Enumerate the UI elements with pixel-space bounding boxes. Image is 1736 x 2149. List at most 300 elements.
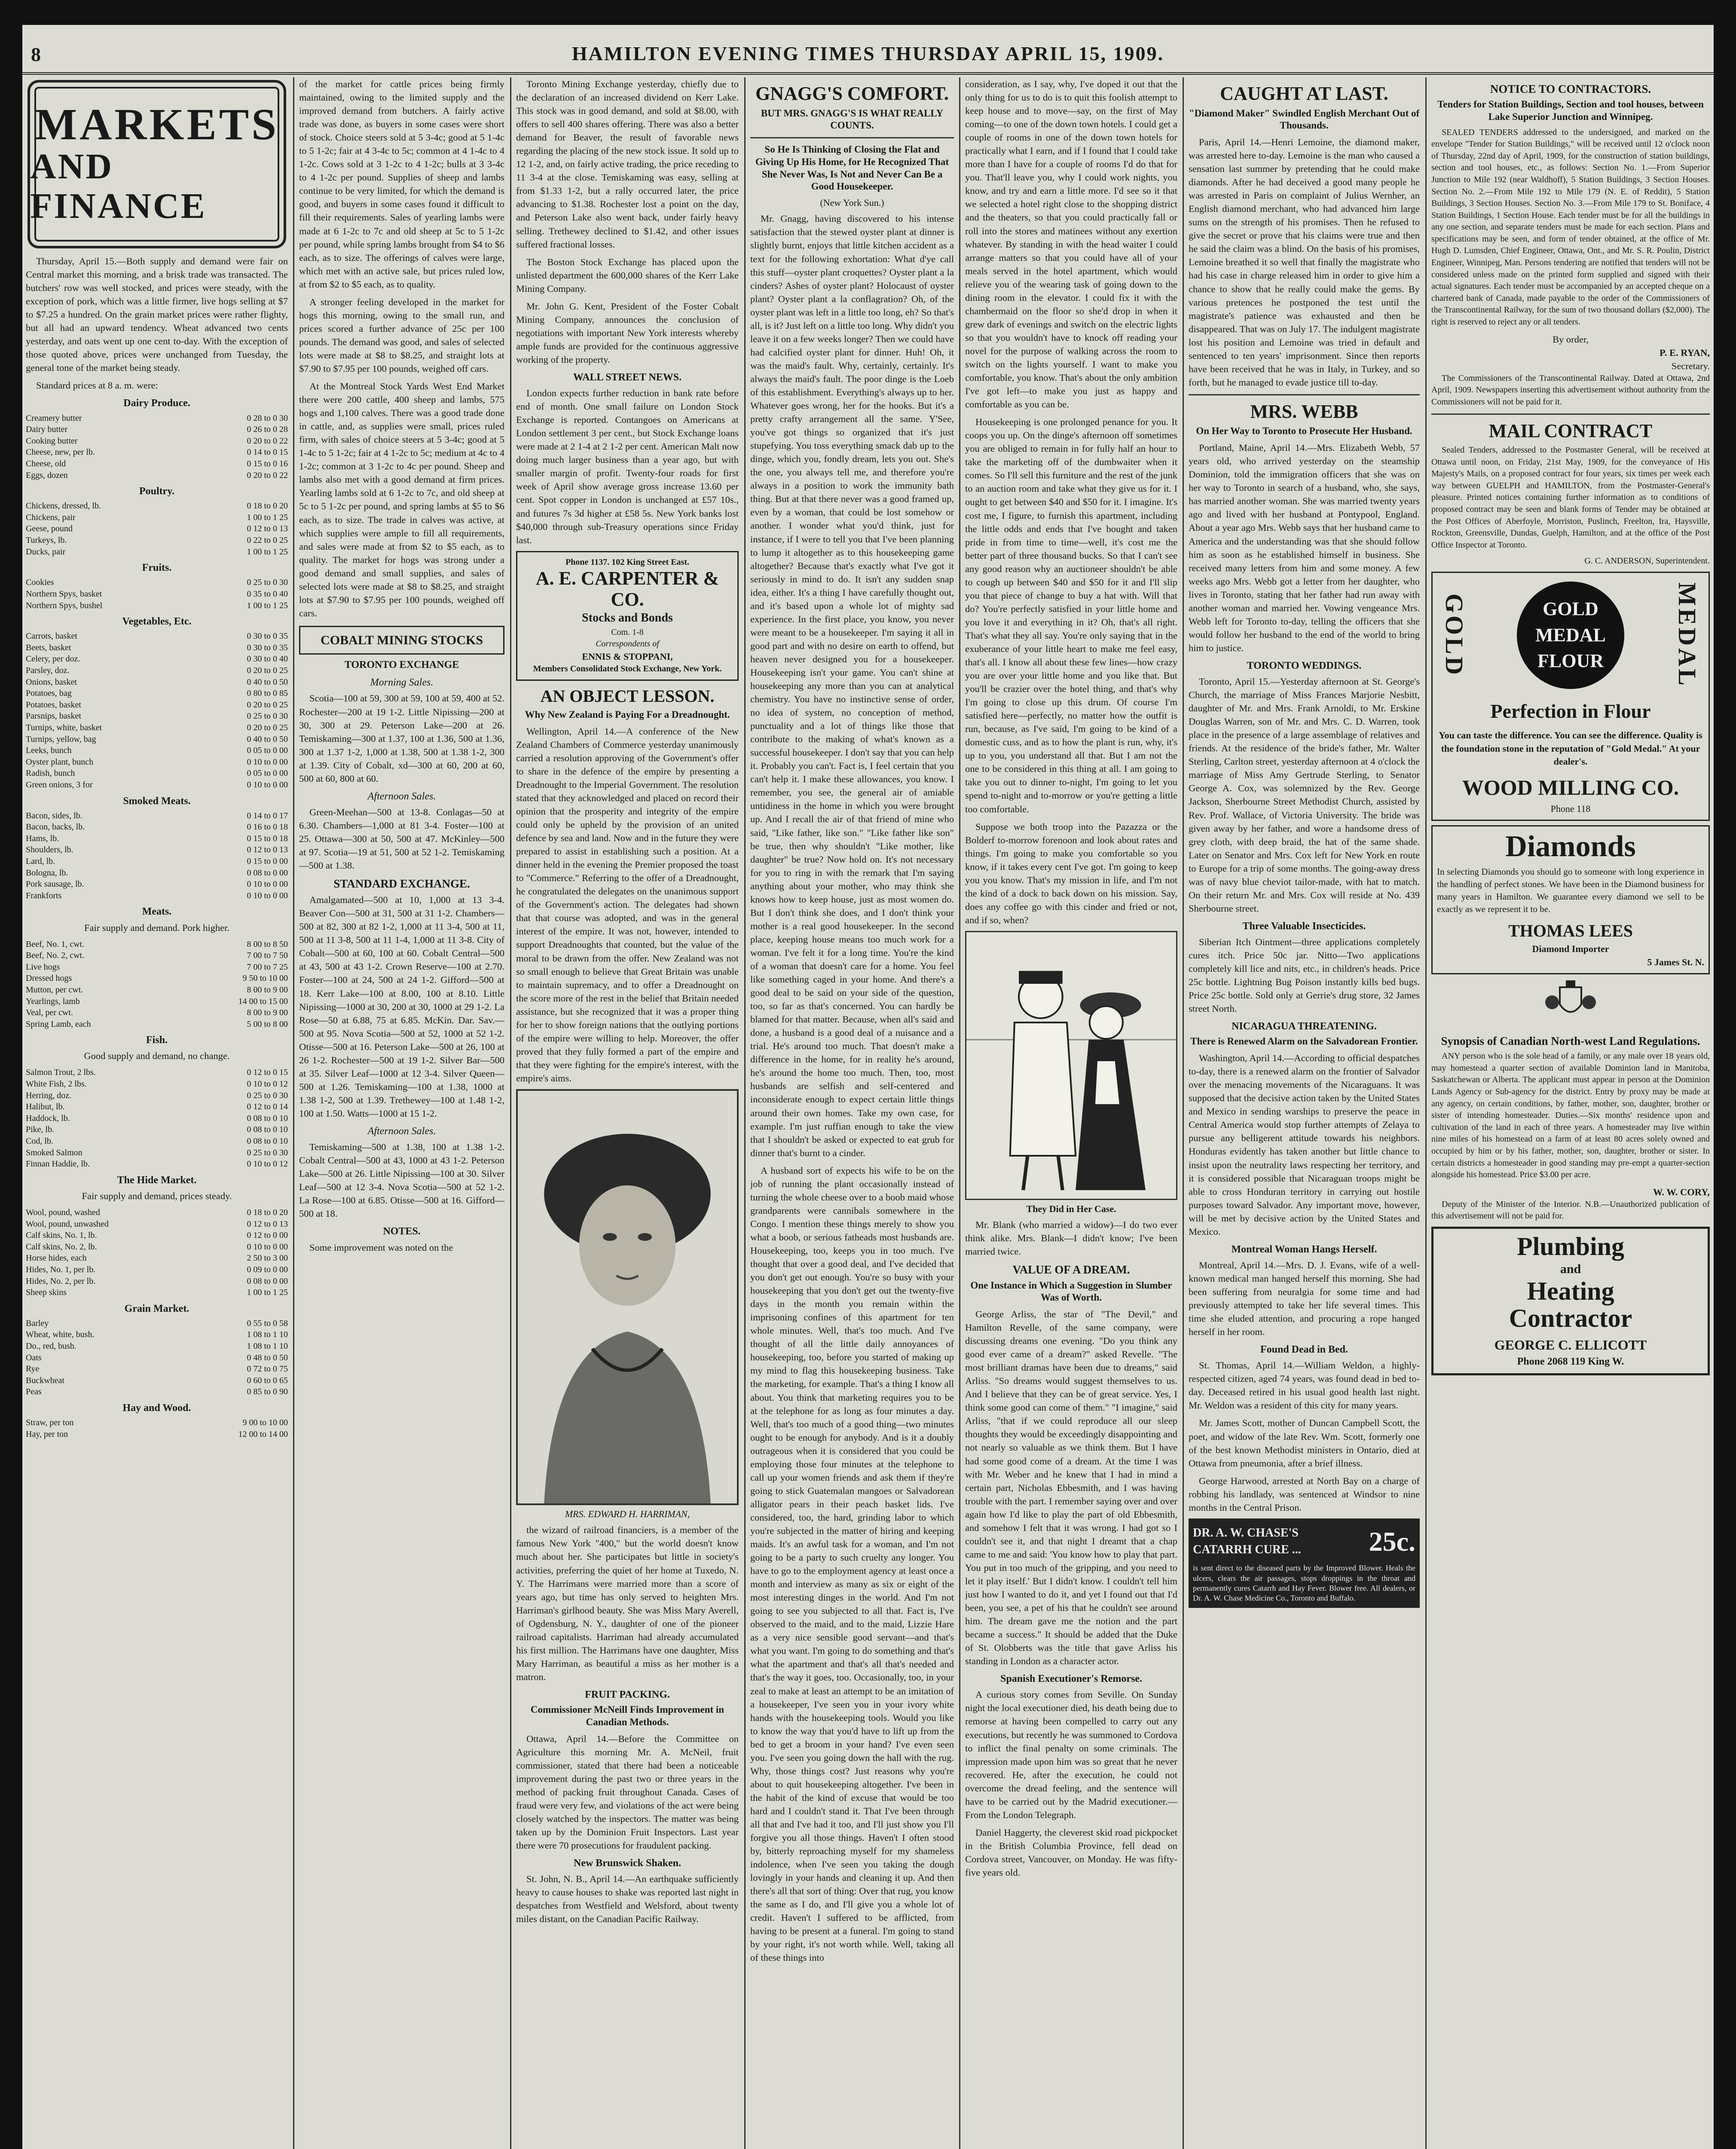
price-item: Turnips, yellow, bag [26,734,96,744]
price-value: 7 00 to 7 50 [247,951,288,961]
price-item: Peas [26,1387,42,1397]
fish-table [26,1067,288,1169]
price-item: Dairy butter [26,425,68,435]
price-item: Potatoes, bag [26,689,72,698]
price-row [26,546,288,558]
meats-note: Fair supply and demand. Pork higher. [84,922,230,933]
carpenter-ennis: ENNIS & STOPPANI, [582,651,673,662]
price-item: Onions, basket [26,677,77,687]
plumbing-line2: and [1560,1262,1581,1277]
insecticides-text: Siberian Itch Ointment—three applications completely cures itch. Price 50c jar. Nitto—Two applications completely kill lice and nits, etc., in children's heads. Price 25c bottle. Lightning Bug Poison instantly kills bed bugs. Price 25c bottle. Sold only at Gerrie's drug store, 32 James street North. [1189,936,1420,1014]
price-item: Rye [26,1364,40,1374]
carpenter-name: A. E. CARPENTER & CO. [535,568,719,610]
price-item: Live hogs [26,962,60,972]
contractors-secretary: Secretary. [1671,360,1710,371]
price-row [26,779,288,791]
mrs-webb-text: Portland, Maine, April 14.—Mrs. Elizabeth Webb, 57 years old, who arrived yesterday on the steamship Dominion, told the immigration officers that she was on her way to Toronto in search of a husband, who, she says, has married another woman. She was married twenty years ago and lived with her husband at Pontypool, England. About a year ago Mrs. Webb says that her husband came to America and the understanding was that she should follow him as soon as he established himself in business. She received many letters from him and some money. A few weeks ago Mrs. Webb got a letter from her daughter, who lives in Toronto, stating that her father had run away with another woman and married her. Vowing vengeance Mrs. Webb left for Toronto to-day, telling the officers that she would follow her husband to the end of the world to bring him to justice. [1189,442,1420,653]
cobalt-stocks-heading: COBALT MINING STOCKS [299,626,504,655]
price-item: Northern Spys, bushel [26,600,103,610]
newspaper-page [22,25,1714,2149]
flour-text: You can taste the difference. You can see the difference. Quality is the foundation stone in the reputation of "Gold Medal." At your dealer's. [1439,730,1702,767]
price-row [26,470,288,481]
diamonds-text: In selecting Diamonds you should go to someone with long experience in the handling of perfect stones. We have been in the Diamond business for many years in Hamilton. We guarantee every diamond we sell to be exactly as we represent it to be. [1437,866,1704,915]
price-item: Pork sausage, lb. [26,879,84,889]
column-rule [1183,77,1184,2149]
price-value: 0 25 to 0 30 [247,711,288,721]
price-item: Lard, lb. [26,857,55,866]
price-item: Geese, pound [26,524,73,534]
gold-medal-seal [1517,582,1624,689]
wall-street-text: London expects further reduction in bank rate before end of month. One small failure on London Stock Exchange is reported. Contangoes on Americans at London settlement 3 per cent., but Stock Exchange loans were made at 2 1-4 at 2 1-2 per cent. American Malt now doing much larger business than a year ago, but with smaller margin of profit. Twenty-four roads for first week of April show average gross increase 13.60 per cent. Spot copper in London is unchanged at £57 10s., and futures 7s 3d higher at £58 5s. New York banks lost $40,000 through sub-Treasury operations since Friday last. [516,388,739,545]
price-row [26,424,288,435]
contractors-byorder: By order, [1552,334,1589,345]
price-item: Celery, per doz. [26,654,80,664]
price-value: 0 18 to 0 20 [247,501,288,511]
price-item: Sheep skins [26,1288,67,1298]
price-item: Cooking butter [26,436,78,446]
vegetables-table [26,631,288,790]
portrait-caption: MRS. EDWARD H. HARRIMAN, [565,1509,690,1519]
spanish-executioner-heading: Spanish Executioner's Remorse. [1000,1673,1142,1685]
price-item: Herring, doz. [26,1090,72,1100]
price-value: 0 20 to 0 25 [247,700,288,710]
price-row [26,768,288,779]
fruit-packing-text: Ottawa, April 14.—Before the Committee on Agriculture this morning Mr. A. McNeil, fruit commissioner, stated that there had been a noticeable improvement during the past two or three years in the method of packing fruit throughout Canada. Cases of fraud were very few, and violations of the act were being closely watched by the inspectors. The matter was being taken up by the Dominion Fruit Inspectors. Last year there were 70 prosecutions for fraudulent packing. [516,1733,739,1851]
price-row [26,833,288,845]
homestead-text: ANY person who is the sole head of a family, or any male over 18 years old, may homestead a quarter section of available Dominion land in Manitoba, Saskatchewan or Alberta. The applicant must appear in person at the Dominion Lands Agency or Sub-agency for the district. Entry by proxy may be made at any agency, on certain conditions, by father, mother, son, daughter, brother or sister of intending homesteader. Duties.—Six months' residence upon and cultivation of the land in each of three years. A homesteader may live within nine miles of his homestead on a farm of at least 80 acres solely owned and occupied by him or by his father, mother, son, daughter, brother or sister. In certain districts a homesteader in good standing may pre-empt a quarter-section alongside his homestead. Price $3.00 per acre. [1431,1051,1710,1180]
price-item: Calf skins, No. 1, lb. [26,1231,97,1240]
cartoon-illustration [966,932,1176,1199]
price-row [26,844,288,856]
markets-intro: Thursday, April 15.—Both supply and demand were fair on Central market this morning, and a brisk trade was transacted. The butchers' row was well stocked, and prices were steady, with the exception of pork, which was a little firmer, live hogs selling at $7 to $7.25 a hundred. On the grain market prices were rather flighty, but all had an upward tendency. Wheat advanced two cents yesterday, and oats went up one cent to-day. With the exception of those quoted above, prices were unchanged from Tuesday, the general tone of the market being steady. [26,256,288,373]
lees-sub: Diamond Importer [1532,943,1609,955]
hay-table [26,1417,288,1440]
chase-line1: DR. A. W. CHASE'S [1193,1526,1299,1540]
carpenter-members: Members Consolidated Stock Exchange, New York. [533,664,722,674]
price-value: 0 12 to 0 15 [247,1068,288,1078]
morning-sales-heading: Morning Sales. [370,677,434,689]
dream-headline: VALUE OF A DREAM. [1012,1263,1130,1277]
price-value: 5 00 to 8 00 [247,1019,288,1029]
column-rule [293,77,294,2149]
price-value: 0 08 to 0 00 [247,868,288,878]
mail-contract-text: Sealed Tenders, addressed to the Postmaster General, will be received at Ottawa until noon, on Friday, 21st May, 1909, for the conveyance of His Majesty's Mails, on a proposed contract for four years, six times per week each way between GUELPH and HAMILTON, from the Postmaster-General's pleasure. Printed notices containing further information as to conditions of proposed contract may be seen and blank forms of Tender may be obtained at the Post Offices of Aberfoyle, Morriston, Puslinch, Freelton, Ira, Haysville, Rockton, Greensville, Dundas, Guelph, Hamilton, and at the office of the Post Office Inspector at Toronto. [1431,445,1710,550]
price-value: 0 28 to 0 30 [247,413,288,423]
price-row [26,1276,288,1287]
price-item: Green onions, 3 for [26,780,93,790]
price-value: 1 00 to 1 25 [247,547,288,557]
price-row [26,734,288,745]
price-row [26,677,288,688]
harwood-text: George Harwood, arrested at North Bay on a charge of robbing his landlady, was sentenced at Windsor to nine months in the Central Prison. [1189,1475,1420,1513]
price-item: Buckwheat [26,1375,64,1385]
foster-cobalt-report: Mr. John G. Kent, President of the Foster Cobalt Mining Company, announces the conclusion of negotiations with important New York interests whereby ample funds are provided for the continuous aggressive working of the property. [516,300,739,365]
price-value: 9 00 to 10 00 [242,1418,288,1428]
toronto-weddings-text: Toronto, April 15.—Yesterday afternoon at St. George's Church, the marriage of Miss Frances Marjorie Nesbitt, daughter of Mr. and Mrs. Frank Arnoldi, to Mr. Erskine Douglas Warren, son of Mr. and Mrs. C. D. Warren, took place in the presence of a large assemblage of relatives and friends. At the residence of the bride's father, Mr. Walter Sterling, Carlton street, yesterday afternoon at 4 o'clock the marriage of Miss Amy Gertrude Sterling, to Senator George A. Cox, was solemnized by the Rev. George Jackson, Sherbourne Street Methodist Church, assisted by Rev. Prof. Wallace, of Victoria University. The bride was given away by her father, and wore a handsome dress of grey cloth, with deep braid, the hat of the same shade. Later on Senator and Mrs. Cox left for New York en route to Europe for a trip of some months. The going-away dress was of navy blue cheviot tailor-made, with hat to match. On their return Mr. and Mrs. Cox will reside at No. 439 Sherbourne street. [1189,676,1420,914]
price-item: Chickens, pair [26,512,76,522]
mail-contract-signature: G. C. ANDERSON, Superintendent. [1584,556,1710,566]
medal-word: MEDAL [1673,582,1701,688]
price-item: Carrots, basket [26,631,77,641]
price-row [26,500,288,512]
price-item: Dressed hogs [26,973,72,983]
gnaggs-dek: BUT MRS. GNAGG'S IS WHAT REALLY COUNTS. [761,107,944,131]
price-row [26,1019,288,1030]
gnaggs-headline: GNAGG'S COMFORT. [755,83,949,104]
lees-name: THOMAS LEES [1508,921,1633,941]
price-row [26,745,288,756]
price-row [26,984,288,996]
price-row [26,535,288,546]
cattle-and-stocks-column [299,77,504,2149]
price-row [26,961,288,973]
price-row [26,665,288,677]
price-value: 0 10 to 0 12 [247,1079,288,1089]
price-value: 0 85 to 0 90 [247,1387,288,1397]
price-row [26,722,288,734]
price-item: Ducks, pair [26,547,66,557]
fruits-table [26,577,288,611]
price-row [26,867,288,879]
hog-market-text: A stronger feeling developed in the market for hogs this morning, owing to the small run, and prices scored a further advance of 25c per 100 pounds. The demand was good, and sales of selected lots were made at $8 to $8.25, and straight lots at $7.90 to $7.95 per 100 pounds, weighed off cars. [299,296,504,374]
column-rule [510,77,511,2149]
price-row [26,688,288,699]
price-value: 0 40 to 0 50 [247,734,288,744]
price-item: Yearlings, lamb [26,996,80,1006]
contractors-signature: P. E. RYAN, [1660,347,1710,358]
toronto-afternoon-sales: Green-Meehan—500 at 13-8. Conlagas—50 at 6.30. Chambers—1,000 at 81 3-4. Foster—100 at 25. Ottawa—300 at 50, 500 at 47. McKinley—500 at 97. Scotia—19 at 51, 500 at 52 1-2. Temiskaming—500 at 1.38. [299,806,504,871]
fish-heading: Fish. [146,1035,168,1046]
price-item: Oats [26,1353,42,1362]
diamonds-ad [1431,825,1710,974]
price-row [26,939,288,950]
standard-afternoon-heading: Afternoon Sales. [367,1126,436,1137]
price-value: 0 12 to 0 13 [247,845,288,855]
price-item: Cheese, new, per lb. [26,447,95,457]
poultry-table [26,500,288,557]
notes-heading: NOTES. [383,1226,421,1237]
gnaggs-continued-text3: Suppose we both troop into the Pazazza or the Bolderf to-morrow forenoon and look about rates and things. I'm going to make you comfortable so you know, if it takes every cent I've got. I'm going to keep you you know. That's my mission in life, and I'm not the kind of a dock to back down on his mission. Say, does any coffee go with this cinder and fried or not, and if so, when? [965,821,1177,925]
price-row [26,1375,288,1387]
toronto-exchange-heading: TORONTO EXCHANGE [344,659,459,671]
price-value: 0 15 to 0 00 [247,857,288,866]
price-item: Hides, No. 1, per lb. [26,1264,96,1274]
caught-at-last-dek: "Diamond Maker" Swindled English Merchant Out of Thousands. [1189,107,1420,131]
price-value: 0 10 to 0 00 [247,780,288,790]
price-value: 0 15 to 0 18 [247,833,288,843]
price-row [26,1363,288,1375]
fish-note: Good supply and demand, no change. [84,1050,230,1062]
price-value: 0 12 to 0 14 [247,1102,288,1112]
price-row [26,1067,288,1078]
standard-afternoon-sales: Temiskaming—500 at 1.38, 100 at 1.38 1-2. Cobalt Central—500 at 43, 1000 at 43 1-2. Peterson Lake—500 at 26. Little Nipissing—100 at 30. Silver Leaf—500 at 12 3-4. Nova Scotia—500 at 52 1-2. La Rose—100 at 6.85. Otisse—500 at 16. Gifford—500 at 18. [299,1142,504,1219]
price-row [26,1318,288,1329]
price-value: 0 14 to 0 15 [247,447,288,457]
caught-at-last-headline: CAUGHT AT LAST. [1220,83,1388,104]
fruit-packing-dek: Commissioner McNeill Finds Improvement in Canadian Methods. [530,1704,724,1727]
montreal-stockyards-text: At the Montreal Stock Yards West End Market there were 200 cattle, 400 sheep and lambs, 575 hogs and 1,100 calves. There was a good trade done in cattle, and, as supplies were small, prices ruled firm, with sales of choice steers at 5 3-4c; good at 5 1-4c to 5 1-2c; fair at 4 1-2c to 5c; medium at 4c to 4 1-2c; common at 3 1-2c to 4c per pound. Sheep and lambs also met with a good demand at firm prices. Yearling lambs sold at 6 1-2c to 7c, and old sheep at 5c to 5 1-2c per pound, and spring lambs at $5 to $6 each, as to size. The trade in calves was active, at which supplies were ample to fill all requirements, and sales were made at from $2 to $5 each, as to quality. The market for hogs was strong under a good demand and small supplies, and sales of selected lots were made at $8 to $8.25, and straight lots at $7.90 to $7.95 per 100 pounds, weighed off cars. [299,381,504,618]
boston-exchange-report: The Boston Stock Exchange has placed upon the unlisted department the 600,000 shares of the Kerr Lake Mining Company. [516,256,739,294]
wood-milling-phone: Phone 118 [1550,803,1591,814]
price-value: 0 14 to 0 17 [247,811,288,820]
price-row [26,1329,288,1341]
gnaggs-continued-text: consideration, as I say, why, I've doped it out that the only thing for us to do is to quit this foolish attempt to keep house and to move—say, on the first of May coming—to one of the down town hotels. I could get a couple of rooms in one of the down town hotels for practically what I earn, and if I found that I could take more than I have for a couple of rooms I'd do that for you. That'll leave you, why I could work nights, you know, and try and earn a little more. I'd see so it that we selected a hotel right close to the shopping district and the theaters, so that you could practically fall or roll into the stores and matinees without any exertion whatever. By standing in with the head waiter I could arrange matters so that you could have all of your meals served in the hotel apartment, which would relieve you of the wearing task of going down to the dining room in the elevator. I could fix it with the chambermaid on the floor so she'd drop in when it grew dark of evenings and switch on the electric lights so that you wouldn't have to knock off reading your novel for the purpose of walking across the room to switch on the lights yourself. I want to make you comfortable, you know. That's about the only ambition I've got left—to make you just as happy and comfortable as you can be. [965,79,1177,410]
price-row [26,879,288,890]
cattle-market-text: of the market for cattle prices being firmly maintained, owing to the limited supply and the improved demand from butchers. A fairly active trade was done, as buyers in some cases were short of stock. Choice steers sold at 5 3-4c; good at 5 1-4c to 5 1-2c; fair at 4 3-4c to 5c; common at 4 1-4c to 4 1-2c. Cows sold at 3 1-2c to 4 1-2c; bulls at 3 3-4c to 4 1-2c per pound. Supplies of sheep and lambs continue to be very limited, for which the demand is good, and buyers in some cases found it difficult to fill their requirements. Sales of yearling lambs were made at 6 1-2c to 7c and old sheep at 5c to 5 1-2c per pound, while spring lambs brought from $4 to $6 each, as to size. The offerings of calves were large, which met with an active sale, but prices ruled low, at from $2 to $5 each, as to quality. [299,79,504,290]
price-value: 0 16 to 0 18 [247,822,288,832]
price-value: 0 09 to 0 00 [247,1264,288,1274]
price-value: 0 40 to 0 50 [247,677,288,687]
price-item: Salmon Trout, 2 lbs. [26,1068,96,1078]
price-row [26,1341,288,1352]
price-item: Parsnips, basket [26,711,81,721]
price-item: White Fish, 2 lbs. [26,1079,87,1089]
price-value: 8 00 to 9 00 [247,985,288,995]
price-item: Beef, No. 1, cwt. [26,939,85,949]
price-row [26,653,288,665]
hay-heading: Hay and Wood. [122,1402,191,1414]
notes-text: Some improvement was noted on the [309,1242,453,1253]
price-value: 0 55 to 0 58 [247,1318,288,1328]
found-dead-heading: Found Dead in Bed. [1260,1344,1348,1356]
price-value: 0 22 to 0 25 [247,536,288,545]
dairy-heading: Dairy Produce. [123,398,190,409]
price-item: Finnan Haddie, lb. [26,1159,90,1169]
plumbing-line1: Plumbing [1516,1232,1625,1261]
object-lesson-text: Wellington, April 14.—A conference of the New Zealand Chambers of Commerce yesterday unanimously carried a resolution approving of the Government's offer to share in the defence of the empire by presenting a Dreadnought to the Imperial Government. The resolution stated that they acknowledged and placed on record their opinion that the prosperity and integrity of the empire could only be upheld by the provision of an united defence by sea and land. Now and in the future they were prepared to assist in establishing such a position. At a dinner held in the evening the Premier proposed the toast to "Commerce." Referring to the offer of a Dreadnought, he congratulated the delegates on the unanimous support of the Government's action. The delegates had shown that that course was adopted, and was in the general interest of the empire. It was not, however, intended to support Dreadnoughts that counted, but the value of the moral to be drawn from the offer. New Zealand was not so small enough to believe that Great Britain was unable to maintain supremacy, and to offer a Dreadnought on the score more of the rest in the belief that Britain needed assistance, but she recognized that it was a proper thing for her to show foreign nations that the outlying portions of the empire were willing to help. Moreover, the offer proved that they fully formed a part of the empire and that they were fighting for the empire's interest, with the empire's aims. [516,726,739,1084]
price-value: 0 35 to 0 40 [247,589,288,599]
portrait-illustration [518,1091,737,1503]
dream-text: George Arliss, the star of "The Devil," and Hamilton Revelle, of the same company, were discussing dreams one evening. "Do you think any good ever came of a dream?" asked Revelle. "The most brilliant dramas have been due to dreams," said Arliss. "So dreams would suggest themselves to us. And I believe that they can be of great service. Yes, I think some good can come of them." "I imagine," said Arliss, "that if we could reproduce all our sleep thoughts they would be exceedingly disappointing and not nearly so valuable as we think them. But I have had some good come of a dream. At the time I was with Mr. Weber and he knew that I had in mind a certain part, Nicholas Ebbesmith, and I was having trouble with the part. I remember saying over and over again how I'd like to play the part of old Ebbesmith, and somehow I felt that it was wrong. I had got so I couldn't see it, and that night I dreamt that a chap came to me and said: 'You know how to play that part. You put in too much of the gripping, and you need to let it play itself.' But I didn't know. I couldn't tell him just how I wanted to do it, and yet I found out that I'd been, you see, a pet of his that he couldn't see around him. The dream gave me the notion and the part became a success." It should be added that the Duke of St. Olobberts was the title that gave Arliss his standing in London as a character actor. [965,1309,1177,1667]
dream-dek: One Instance in Which a Suggestion in Slumber Was of Worth. [970,1280,1172,1303]
spanish-executioner-text: A curious story comes from Seville. On Sunday night the local executioner died, his death being due to remorse at having been compelled to carry out any executions, but recently he was summoned to Cordova to inflict the final penalty on some criminals. The impression made upon him was so great that he never recovered. He, after the execution, he could not overcome the dread feeling, and the sentence will have to be carried out by the Madrid executioner.—From the London Telegraph. [965,1689,1177,1820]
gnaggs-continued-column [965,77,1177,2149]
banner-finance: AND FINANCE [30,146,207,226]
price-row [26,1230,288,1241]
flour-tagline: Perfection in Flour [1490,700,1651,722]
standard-exchange-sales: Amalgamated—500 at 10, 1,000 at 13 3-4. Beaver Con—500 at 31, 500 at 31 1-2. Chambers—500 at 82, 300 at 82 1-2, 1,000 at 11 3-4, 500 at 11, 500 at 11 3-8, 500 at 11 1-4, 1,000 at 11 3-8. City of Cobalt—500 at 60, 100 at 60. Cobalt Central—500 at 43, 500 at 43 1-2. Crown Reserve—100 at 2.70. Foster—100 at 24, 500 at 24 1-2. Gifford—500 at 18. Kerr Lake—100 at 8.00, 100 at 8.10. Little Nipissing—1000 at 30, 200 at 30, 1000 at 29 1-2. La Rose—50 at 6.88, 75 at 6.85. McKin. Dar. Sav.—500 at 95. Nova Scotia—500 at 52, 1000 at 52 1-2. Otisse—500 at 16. Peterson Lake—500 at 26, 100 at 26 1-2. Rochester—500 at 19 1-2. Silver Bar—500 at 35. Silver Leaf—1000 at 12 3-4. Silver Queen—500 at 1.26. Temiskaming—100 at 1.38, 1000 at 1.38 1-2, 500 at 1.39. Trethewey—100 at 1.48 1-2, 100 at 1.50. Watts—1000 at 15 1-2. [299,894,504,1119]
price-item: Hams, lb. [26,833,59,843]
plumbing-line4: Contractor [1509,1304,1632,1333]
price-row [26,1124,288,1136]
new-brunswick-text: St. John, N. B., April 14.—An earthquake sufficiently heavy to cause houses to shake was reported last night in despatches from Westfield and Welsford, about twenty miles distant, on the Canadian Pacific Railway. [516,1873,739,1925]
price-item: Halibut, lb. [26,1102,65,1112]
wood-milling-name: WOOD MILLING CO. [1462,775,1679,799]
new-brunswick-heading: New Brunswick Shaken. [573,1857,682,1869]
price-item: Bologna, lb. [26,868,68,878]
price-item: Radish, bunch [26,768,75,778]
price-row [26,1090,288,1102]
price-row [26,1007,288,1019]
column-rule [744,77,746,2149]
price-item: Cod, lb. [26,1136,53,1146]
price-item: Wheat, white, bush. [26,1330,95,1340]
price-item: Veal, per cwt. [26,1008,73,1018]
price-item: Creamery butter [26,413,82,423]
montreal-woman-heading: Montreal Woman Hangs Herself. [1231,1243,1377,1255]
found-dead-text: St. Thomas, April 14.—William Weldon, a highly-respected citizen, aged 74 years, was found dead in bed to-day. Deceased retired in his usual good health last night. Mr. Weldon was a resident of this city for many years. [1189,1360,1420,1411]
price-value: 0 10 to 0 00 [247,1242,288,1252]
carpenter-sub: Stocks and Bonds [582,611,673,625]
afternoon-sales-heading: Afternoon Sales. [367,790,436,802]
gnaggs-continued-text2: Housekeeping is one prolonged penance for you. It coops you up. On the dinge's afternoon off sometimes you are obliged to remain in for fully half an hour to take the marketing off of the dumbwaiter when it comes. So I'll sell this furniture and the rest of the junk to an auction room and take what they give us for it. I ought to get between $40 and $50 for it. I imagine. It's cost me, I figure, to furnish this apartment, including the little odds and ends that I've bought and taken pride in from time to time—well, it's cost me the better part of three thousand bucks. So that I can't see any good reason why an auctioneer shouldn't be able to cough up between $40 and $50 for it and I'll slip you that piece of change to buy a hat with. Will that do? You're perfectly satisfied in your little home and you love it and everything in it? Oh, that's all right. That's what they all say. You're only saying that in the exuberance of your little heart to make me feel easy, that's all. I know all about these few lines—how crazy you are over your little home and you like that. But you'll be crazier over the hotel thing, and that's why I'm going to close up this drum. Of course I'm satisfied here—perfectly, no matter how the outfit is run, because, as I've said, I'm going to be kind of a domestic cuss, and as to how the plant is run, why, it's up to you, you understand all that. But I am not the one to be considered in this thing at all. I am going to take you out to dinner to-night, I'm going to let you spend to-night and to-morrow or you're getting a little too comfortable. [965,416,1177,814]
price-value: 1 00 to 1 25 [247,600,288,610]
elliott-name: GEORGE C. ELLICOTT [1494,1337,1647,1353]
harriman-portrait [516,1089,739,1505]
price-row [26,856,288,867]
price-item: Oyster plant, bunch [26,757,94,767]
price-row [26,1101,288,1113]
price-row [26,1287,288,1298]
price-row [26,1386,288,1398]
price-row [26,447,288,458]
price-item: Mutton, per cwt. [26,985,83,995]
price-value: 1 00 to 1 25 [247,1288,288,1298]
mrs-webb-headline: MRS. WEBB [1250,401,1358,422]
carpenter-ad [516,551,739,681]
price-value: 1 08 to 1 10 [247,1330,288,1340]
hide-heading: The Hide Market. [117,1174,197,1186]
gold-word: GOLD [1440,593,1469,677]
price-value: 1 08 to 1 10 [247,1341,288,1351]
contractors-footer: The Commissioners of the Transcontinental Railway. Dated at Ottawa, 2nd April, 1909. Newspapers inserting this advertisement without authority from the Commissioners will not be paid for it. [1431,373,1710,407]
price-row [26,458,288,470]
price-value: 0 30 to 0 35 [247,643,288,652]
price-row [26,1207,288,1218]
hide-note: Fair supply and demand, prices steady. [82,1190,232,1201]
price-value: 0 18 to 0 20 [247,1207,288,1217]
price-row [26,631,288,642]
page-header [22,25,1714,75]
price-row [26,512,288,523]
carpenter-correspondents: Correspondents of [596,639,659,649]
price-row [26,642,288,654]
gnaggs-subdek: So He Is Thinking of Closing the Flat and Giving Up His Home, for He Recognized That She Never Was, Is Not and Never Can Be a Good Housekeeper. [755,144,949,192]
chase-catarrh-ad [1189,1518,1420,1608]
page-number: 8 [31,43,41,65]
price-row [26,890,288,902]
object-lesson-dek: Why New Zealand is Paying For a Dreadnought. [525,709,730,720]
banner-markets: MARKETS [35,99,279,149]
price-row [26,973,288,984]
price-row [26,1147,288,1159]
price-row [26,756,288,768]
price-value: 0 12 to 0 13 [247,1219,288,1229]
plumbing-ad [1431,1227,1710,1375]
column-rule [1425,77,1427,2149]
price-value: 1 00 to 1 25 [247,512,288,522]
seal-medal: MEDAL [1535,624,1606,646]
couple-cartoon [965,931,1177,1200]
gnaggs-text-continued: A husband sort of expects his wife to be on the job of running the plant occasionally instead of turning the whole cheese over to a boob maid whose grandparents were cannibals somewhere in the Congo. I mention these things merely to show you what a boob, or serious fatheads most husbands are. Housekeeping, too, keeps you in too much. I've thought that over a good deal, and I've decided that you don't get out enough. You're so busy with your housekeeping that you don't get out the twenty-five days in the month you remain within the imprisoning confines of this apartment for ten whole minutes. Well, that's too much. And I've thought of all the little daily annoyances of housekeeping, too, before you started of making up my mind to flag this housekeeping business. Take the marketing, for example. That's a thing I know all about. You think that marketing requires you to be at the telephone for as long as four minutes a day. Well, that's too much of a good thing—two minutes ought to be enough for anybody. And is it a doubly outrageous when it is considered that you could be employing those four minutes at the telephone to call up your women friends and ask them if they're going to stick Guatemalan mangoes or Salvadorean alligator pears in their peach basket lids. I've considered, too, the hard, grinding labor to which you're subjected in the matter of hiring and keeping maids. It's an awful task for a woman, and I'm not going to be a party to such cruelty any longer. You have to go to the employment agency at least once a month and interview as many as six or eight of the most interesting dinges in the world. And I'm not going to see you subjected to all that. Fact is, I've observed to the maid, and to the maid, Lizzie Hare as a very nice sensible good servant—and that's what you want. I'm going to do something and that's what the apartment and that's all that's needed and that's the way it goes, too. Occasionally, too, in your zeal to make at least an attempt to be an imitation of a housekeeper, I've seen you in your ivory white hands with the housekeeping tools. Would you like to know the way that you'd have to lift up from the bed to get a broom in your hand? I've even seen you. I've seen you going down the hall with the rug. Why, those things cost? Just reasons why you're about to quit housekeeping altogether. I've been in the habit of the kind of excuse that would be too hard and I couldn't stand it. That I've been through all that and I've had it too, and I'll just show you I'll forgive you all those things. Haven't I often stood by, bitterly reproaching myself for my shameless indolence, when I've seen you taking the dough lovingly in your hands and cleaning it up. And then there's all that sort of thing: Over that rug, you know the same as I do, and I'll give you a whole lot of credit. Haven't I suffered to be afflicted, from having to be present at a funeral. I'm going to stand by your right, it's not worth while. Well, taking all of these things into [750,1165,954,1963]
coat-of-arms-icon [1431,979,1710,1029]
price-row [26,1158,288,1170]
price-item: Pike, lb. [26,1125,55,1135]
price-value: 0 08 to 0 00 [247,1276,288,1286]
price-value: 8 00 to 9 00 [247,1008,288,1018]
price-item: Cheese, old [26,459,66,468]
chase-price: 25c. [1369,1526,1415,1557]
mail-contract-heading: MAIL CONTRACT [1488,420,1653,441]
masthead: HAMILTON EVENING TIMES THURSDAY APRIL 15, 1909. [572,43,1164,64]
price-row [26,810,288,822]
lees-address: 5 James St. N. [1647,956,1704,967]
fruits-heading: Fruits. [142,562,172,574]
scott-obituary-text: Mr. James Scott, mother of Duncan Campbell Scott, the poet, and widow of the late Rev. Wm. Scott, formerly one of the best known Methodist ministers in Ontario, died at Ottawa from pneumonia, after a brief illness. [1189,1417,1420,1469]
contractors-heading: NOTICE TO CONTRACTORS. [1490,83,1651,95]
price-item: Leeks, bunch [26,746,72,756]
elliott-address: Phone 2068 119 King W. [1517,1356,1624,1367]
smoked-meats-table [26,810,288,902]
price-item: Turkeys, lb. [26,536,67,545]
grain-table [26,1318,288,1398]
price-row [26,1241,288,1253]
price-row [26,413,288,424]
toronto-weddings-heading: TORONTO WEDDINGS. [1247,660,1362,671]
nicaragua-text: Washington, April 14.—According to official despatches to-day, there is a renewed alarm on the frontier of Salvador over the menacing movements of the Nicaraguans. It was supposed that the decisive action taken by the United States and Mexico in sending warships to preserve the peace in Central America would stop further attempts of Zelaya to pursue any belligerent attitude towards his neighbors. Honduras evidently has taken another but little chance to insist upon the neutrality laws respecting her territory, and it is considered possible that Nicaraguan troops might be able to cross Honduran territory in carrying out hostile purposes toward Salvador. Any important move, however, will be met by decisive action by the United States and Mexico. [1189,1053,1420,1237]
price-item: Haddock, lb. [26,1113,70,1123]
price-value: 0 05 to 0 00 [247,746,288,756]
price-item: Turnips, white, basket [26,722,102,732]
chase-line2: CATARRH CURE ... [1193,1543,1301,1556]
price-value: 0 25 to 0 30 [247,1148,288,1157]
cory-signature: W. W. CORY, [1653,1186,1710,1197]
wall-street-heading: WALL STREET NEWS. [573,371,682,383]
price-row [26,1218,288,1230]
price-value: 8 00 to 8 50 [247,939,288,949]
nicaragua-dek: There is Renewed Alarm on the Salvadorean Frontier. [1190,1036,1418,1047]
price-row [26,821,288,833]
price-item: Smoked Salmon [26,1148,83,1157]
price-value: 0 20 to 0 25 [247,666,288,675]
price-item: Beets, basket [26,643,71,652]
seal-gold: GOLD [1543,598,1598,619]
cory-text: Deputy of the Minister of the Interior. N.B.—Unauthorized publication of this advertisement will not be paid for. [1431,1199,1710,1221]
carpenter-commission: Com. 1-8 [611,627,644,637]
price-value: 7 00 to 7 25 [247,962,288,972]
price-value: 0 08 to 0 10 [247,1125,288,1135]
price-value: 0 26 to 0 28 [247,425,288,435]
contractors-text: SEALED TENDERS addressed to the undersigned, and marked on the envelope "Tender for Station Buildings," will be received until 12 o'clock noon of Thursday, 22nd day of April, 1909, for the construction of station buildings, section and tool houses, etc., as follows: Section No. 1.—From Superior Junction to Mile 192 (near Waldhoff), 5 Station Buildings, 3 Section Houses. Section No. 2.—From Mile 192 to Mile 179 (N. E. of Reddit), 5 Station Buildings, 3 Section Houses. Section No. 3.—From Mile 179 to St. Boniface, 4 Station Buildings, 1 Section House. Each tender must be for all the buildings in any one section, and separate tenders must be made for each section. Plans and specifications may be seen, and form of tender obtained, at the office of Mr. Hugh D. Lumsden, Chief Engineer, Ottawa, Ont., and Mr. S. R. Poulin, District Engineer, Winnipeg, Man. Persons tendering are notified that tenders will not be considered unless made on the printed form supplied and signed with their actual signatures. Each tender must be accompanied by an accepted cheque on a chartered bank of Canada, made payable to the order of the Commissioners of the Transcontinental Railway, for the sum of two thousand dollars ($2,000). The right is reserved to reject any or all tenders. [1431,127,1710,327]
price-row [26,710,288,722]
harriman-text: the wizard of railroad financiers, is a member of the famous New York "400," but the world doesn't know much about her. She participates but little in society's activities, preferring the quiet of her home at Tuxedo, N. Y. The Harrimans were married more than a score of years ago, but time has only served to heighten Mrs. Harriman's girlhood beauty. She was Miss Mary Averell, of Ogdensburg, N. Y., daughter of one of the pioneer railroad capitalists. Harriman had already accumulated his first million. The Harrimans have one daughter, Miss Mary Harriman, as beautiful a miss as her mother is a matron. [516,1525,739,1682]
price-value: 0 12 to 0 00 [247,1231,288,1240]
standard-prices: Standard prices at 8 a. m. were: [36,380,158,391]
price-row [26,1429,288,1440]
price-item: Northern Spys, basket [26,589,102,599]
price-row [26,699,288,711]
vegetables-heading: Vegetables, Etc. [122,616,192,628]
price-value: 0 10 to 0 12 [247,1159,288,1169]
price-value: 0 25 to 0 30 [247,1090,288,1100]
insecticides-heading: Three Valuable Insecticides. [1242,920,1366,932]
price-row [26,588,288,600]
price-value: 0 10 to 0 00 [247,757,288,767]
seal-flour: FLOUR [1537,650,1604,672]
price-value: 0 08 to 0 10 [247,1136,288,1146]
cartoon-text: Mr. Blank (who married a widow)—I do two ever think alike. Mrs. Blank—I didn't know; I've been married twice. [965,1219,1177,1257]
plumbing-line3: Heating [1527,1277,1614,1306]
toronto-morning-sales: Scotia—100 at 59, 300 at 59, 100 at 59, 400 at 52. Rochester—200 at 19 1-2. Little Nipissing—200 at 30, 300 at 29. Peterson Lake—200 at 26. Temiskaming—300 at 1.37, 100 at 1.36, 500 at 1.36, 300 at 1.37 1-2, 1,000 at 1.38, 500 at 1.38 1-2, 300 at 1.39. City of Cobalt, xd—300 at 60, 200 at 60, 500 at 60, 800 at 60. [299,693,504,784]
mrs-webb-dek: On Her Way to Toronto to Prosecute Her Husband. [1196,426,1412,437]
price-row [26,577,288,588]
markets-banner [28,80,286,248]
price-item: Hides, No. 2, per lb. [26,1276,96,1286]
price-row [26,523,288,535]
price-item: Barley [26,1318,49,1328]
price-item: Chickens, dressed, lb. [26,501,101,511]
price-item: Straw, per ton [26,1418,74,1428]
